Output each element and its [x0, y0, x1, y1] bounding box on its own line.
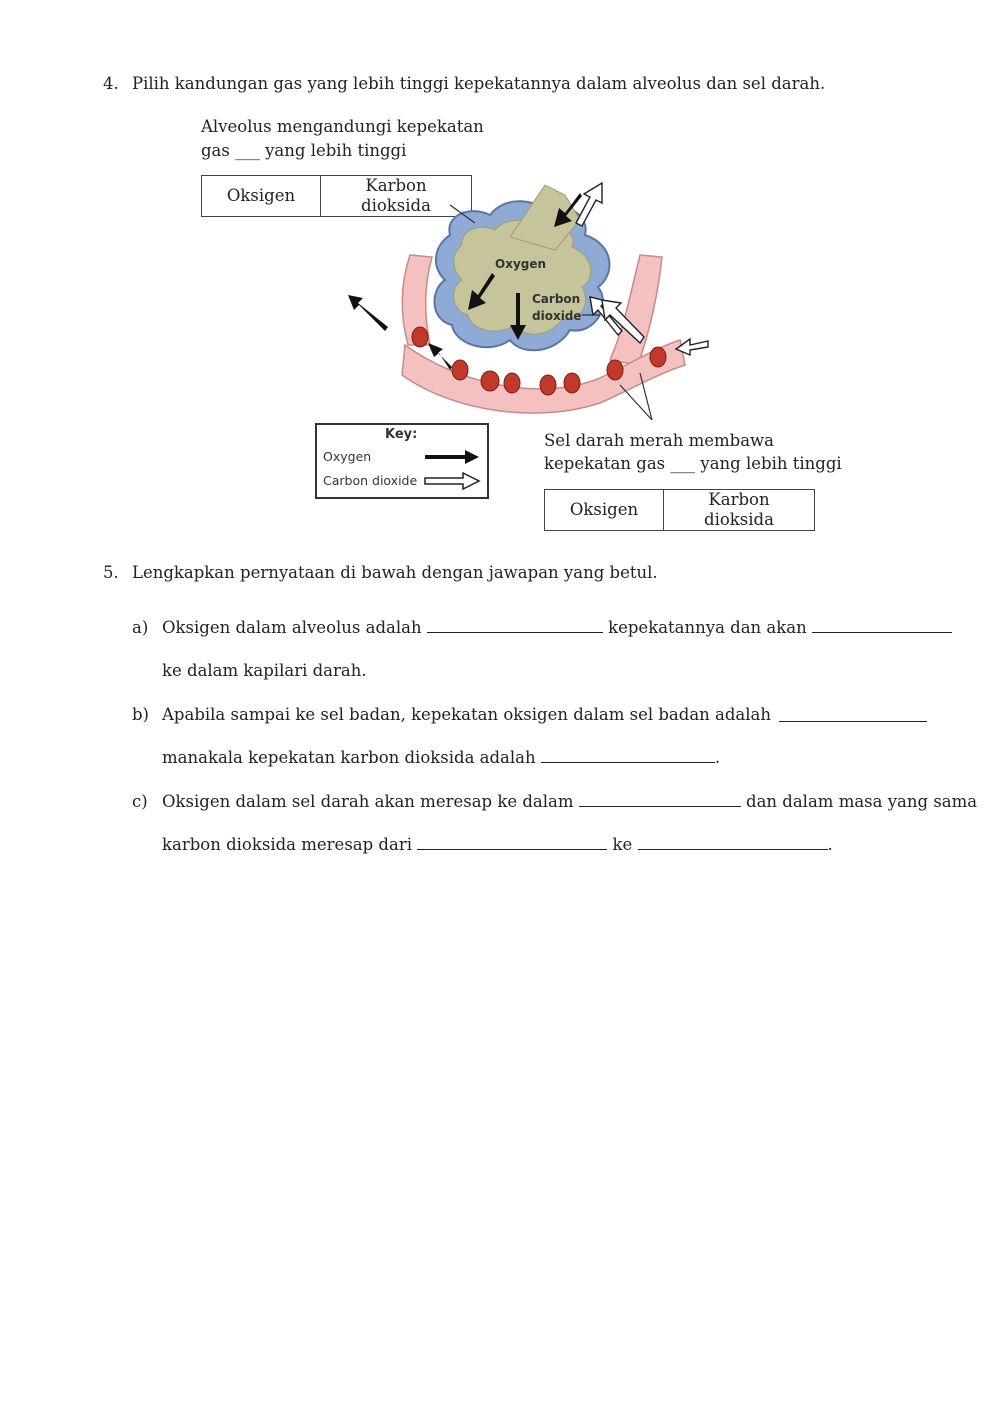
blood-prompt-line1: Sel darah merah membawa — [544, 431, 775, 450]
alveolus-prompt-line2: gas ___ yang lebih tinggi — [201, 141, 407, 160]
q5c-blank3[interactable] — [638, 835, 828, 850]
q5b-blank1[interactable] — [779, 707, 927, 722]
q5b-end: . — [714, 748, 721, 767]
q5b-line1 — [162, 705, 927, 724]
co2-label-line1: Carbon — [532, 292, 581, 306]
oxygen-arrow — [348, 295, 388, 331]
blood-prompt-line2: kepekatan gas ___ yang lebih tinggi — [544, 454, 842, 473]
q5c-marker: c) — [132, 792, 148, 811]
blood-choice-oksigen[interactable]: Oksigen — [545, 490, 664, 531]
q5b-part1: Apabila sampai ke sel badan, kepekatan oksigen dalam sel badan adalah — [162, 705, 772, 724]
red-blood-cell — [504, 373, 520, 393]
red-blood-cell — [412, 327, 428, 347]
oxygen-label: Oxygen — [495, 257, 547, 271]
q5c-part1: Oksigen dalam sel darah akan meresap ke dalam — [162, 792, 574, 811]
q5a-blank2[interactable] — [812, 618, 952, 633]
q5c-line2 — [162, 835, 833, 854]
q5a-marker: a) — [132, 618, 149, 637]
diagram-key — [315, 423, 489, 499]
blood-choice-karbon-dioksida[interactable]: Karbon dioksida — [664, 490, 815, 531]
q5c-part3: karbon dioksida meresap dari — [162, 835, 412, 854]
q5b-line2 — [162, 748, 720, 767]
key-oxygen-label: Oxygen — [323, 449, 372, 464]
key-co2-label: Carbon dioxide — [323, 473, 418, 488]
q5c-part2: dan dalam masa yang sama — [746, 792, 978, 811]
red-blood-cell — [607, 360, 623, 380]
q5a-part2: kepekatannya dan akan — [608, 618, 807, 637]
q5c-part4: ke — [612, 835, 633, 854]
q4-number: 4. — [103, 74, 119, 93]
co2-arrow — [576, 183, 602, 226]
q5c-line1 — [162, 792, 977, 811]
alveolus-choice-oksigen[interactable]: Oksigen — [202, 176, 321, 217]
q5-question: Lengkapkan pernyataan di bawah dengan jawapan yang betul. — [132, 563, 658, 582]
red-blood-cell — [452, 360, 468, 380]
q5-number: 5. — [103, 563, 119, 582]
q4-question: Pilih kandungan gas yang lebih tinggi kepekatannya dalam alveolus dan sel darah. — [132, 74, 826, 93]
gas-exchange-diagram — [340, 175, 720, 425]
key-oxygen-arrow — [423, 449, 481, 465]
key-co2-arrow — [423, 472, 481, 490]
alveolus-prompt-line1: Alveolus mengandungi kepekatan — [201, 117, 484, 136]
red-blood-cell — [540, 375, 556, 395]
key-title: Key: — [385, 427, 418, 442]
q5a-part3: ke dalam kapilari darah. — [162, 661, 367, 680]
red-blood-cell — [564, 373, 580, 393]
red-blood-cell — [481, 371, 499, 391]
blood-choice-table — [544, 489, 815, 531]
q5b-blank2[interactable] — [541, 748, 715, 763]
q5a-blank1[interactable] — [427, 618, 603, 633]
q5c-blank2[interactable] — [417, 835, 607, 850]
q5a-part1: Oksigen dalam alveolus adalah — [162, 618, 422, 637]
q5c-blank1[interactable] — [579, 792, 741, 807]
alveolus-choice-karbon-dioksida[interactable]: Karbon dioksida — [321, 176, 472, 217]
co2-label-line2: dioxide — [532, 309, 582, 323]
red-blood-cell — [650, 347, 666, 367]
q5b-marker: b) — [132, 705, 149, 724]
q5a-line1 — [162, 618, 952, 637]
q5b-part2: manakala kepekatan karbon dioksida adalah — [162, 748, 536, 767]
q5c-end: . — [827, 835, 833, 854]
